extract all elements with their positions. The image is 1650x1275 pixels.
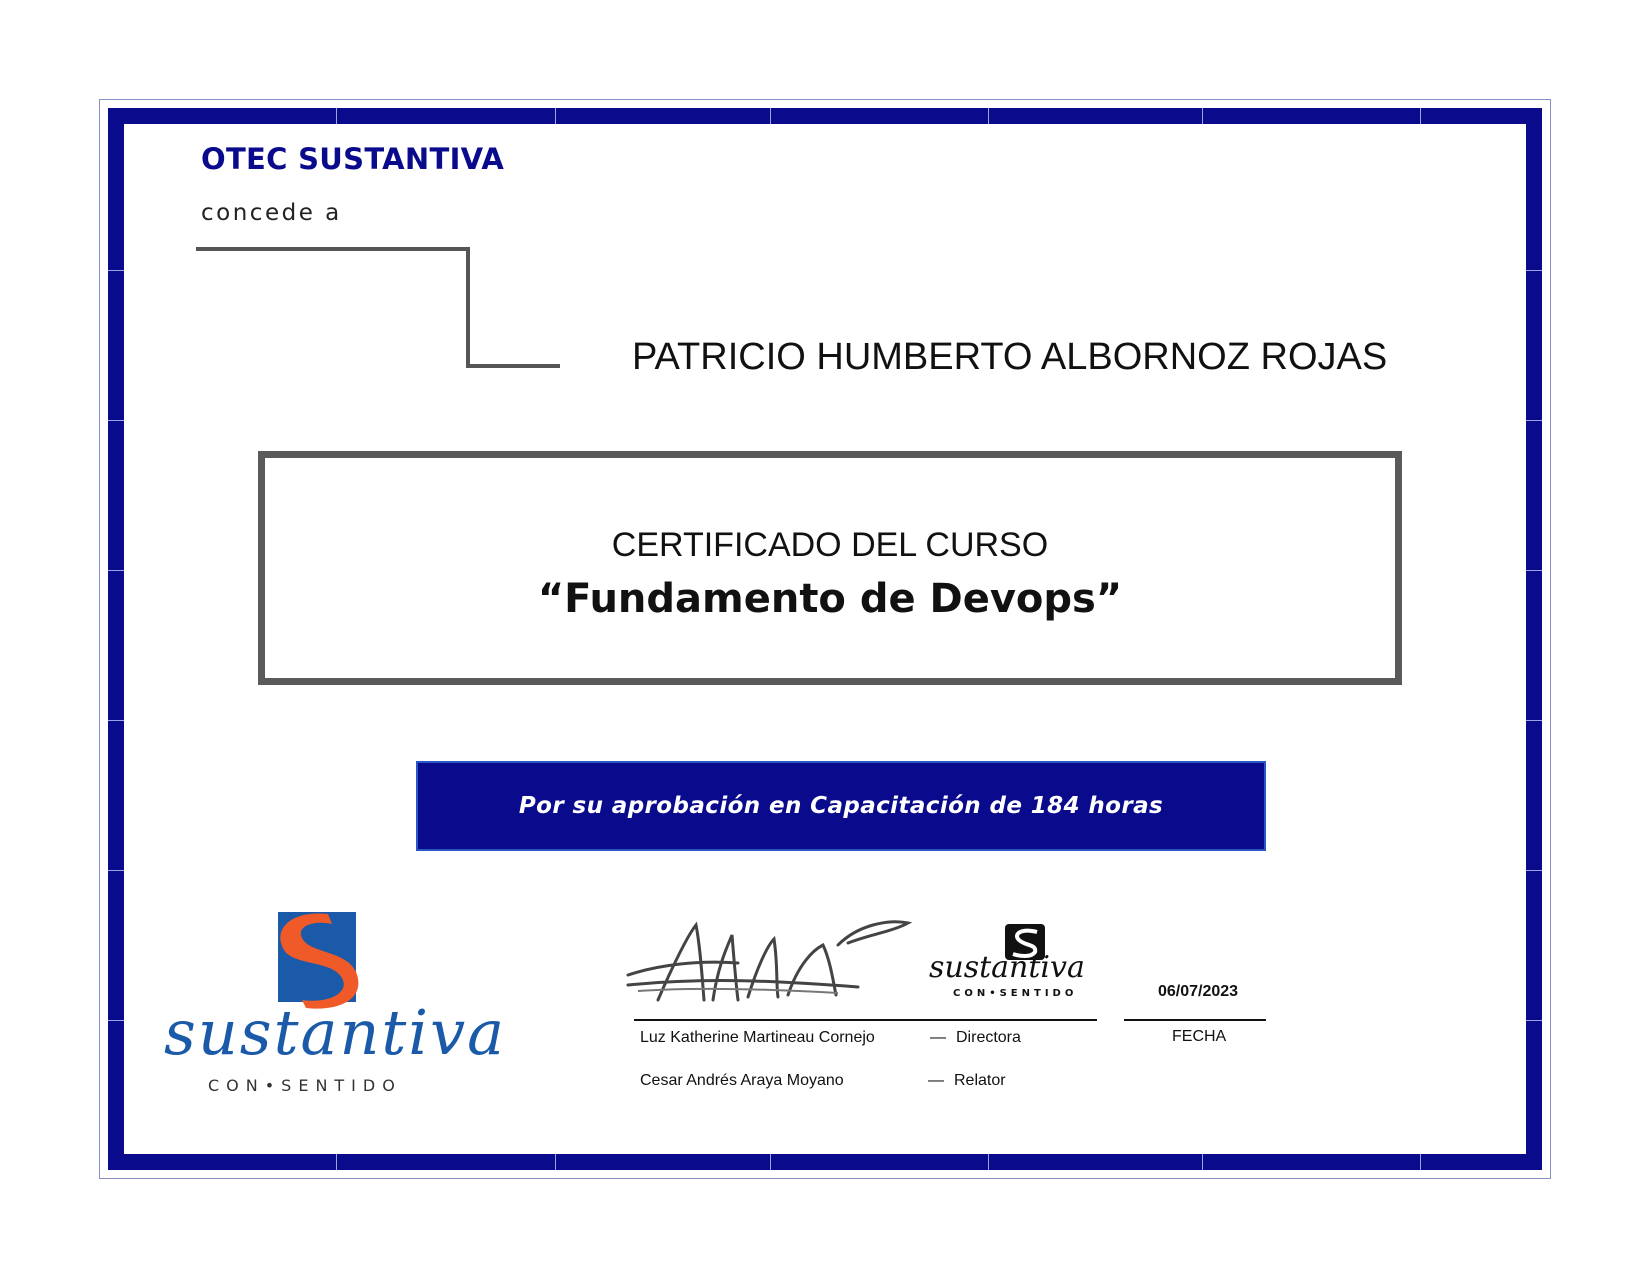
course-label: CERTIFICADO DEL CURSO <box>611 526 1049 564</box>
stamp-wordmark: sustantiva <box>929 950 1085 985</box>
signatory-role-2: Relator <box>954 1072 1006 1089</box>
signatory-dash-1: — <box>930 1029 946 1046</box>
company-stamp <box>925 922 1115 1012</box>
signature-line <box>634 1019 1097 1021</box>
date-line <box>1124 1019 1266 1021</box>
logo-mark-icon <box>160 900 480 1010</box>
sustantiva-logo <box>160 900 507 1100</box>
date-label: FECHA <box>1172 1028 1227 1045</box>
hours-text: Por su aprobación en Capacitación de 184 horas <box>518 793 1164 819</box>
logo-tagline: CON•SENTIDO <box>208 1076 402 1095</box>
course-box <box>258 451 1402 685</box>
issuer-title: OTEC SUSTANTIVA <box>201 142 505 176</box>
signatory-name-2: Cesar Andrés Araya Moyano <box>640 1072 844 1089</box>
issue-date: 06/07/2023 <box>1158 983 1239 1000</box>
grant-text: concede a <box>201 200 342 226</box>
course-name: “Fundamento de Devops” <box>537 576 1123 622</box>
stamp-tagline: CON•SENTIDO <box>953 988 1078 999</box>
signature-graphic <box>618 905 918 1010</box>
recipient-name: PATRICIO HUMBERTO ALBORNOZ ROJAS <box>632 336 1388 378</box>
signatory-dash-2: — <box>928 1072 944 1089</box>
logo-wordmark: sustantiva <box>164 996 507 1069</box>
signatory-name-1: Luz Katherine Martineau Cornejo <box>640 1029 875 1046</box>
signatory-role-1: Directora <box>956 1029 1021 1046</box>
hours-banner <box>416 761 1266 851</box>
